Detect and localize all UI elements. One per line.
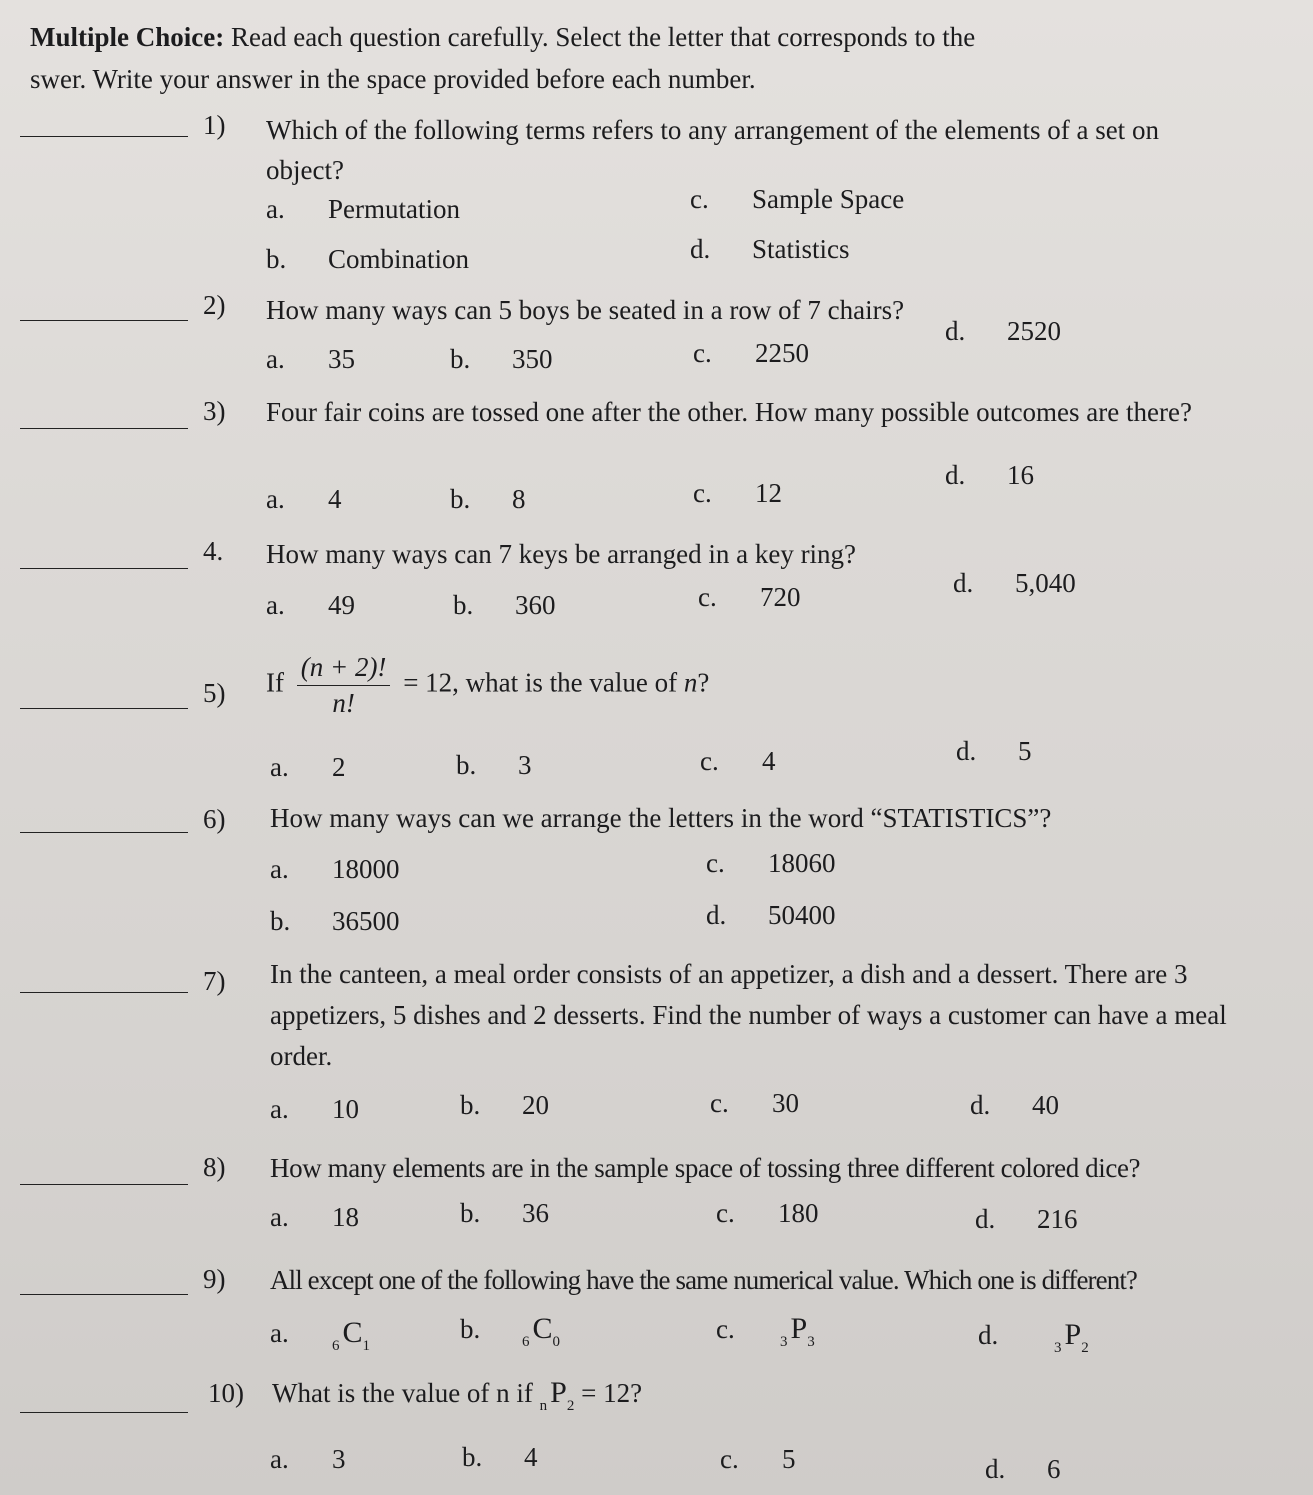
question-text: In the canteen, a meal order consists of an appetizer, a dish and a dessert. There are 3 appetizers, 5 dishes and 2 desserts. Find the number of ways a customer can have a meal order.	[270, 959, 1227, 1071]
equation-rest: = 12, what is the value of	[403, 667, 678, 698]
option-letter: a.	[270, 1444, 289, 1474]
option-b	[266, 244, 469, 275]
answer-blank-4[interactable]	[20, 568, 188, 569]
notation-subscript: 0	[552, 1334, 561, 1350]
option-b	[450, 344, 553, 375]
option-d	[706, 900, 836, 931]
notation-symbol: C	[342, 1316, 363, 1349]
option-letter: d.	[706, 900, 727, 930]
option-c	[693, 478, 782, 509]
option-c	[720, 1444, 796, 1475]
question-number: 6)	[203, 804, 226, 834]
option-value: Sample Space	[752, 184, 905, 214]
option-value: 2250	[755, 338, 809, 368]
option-value: 8	[512, 484, 526, 514]
option-d	[945, 316, 1061, 347]
option-b	[270, 906, 400, 937]
answer-blank-2[interactable]	[20, 320, 188, 321]
option-d	[978, 1318, 1089, 1356]
notation-subscript: 1	[362, 1338, 371, 1354]
option-value: 36500	[332, 906, 400, 936]
option-value: 5,040	[1015, 568, 1076, 598]
question-number: 8)	[203, 1152, 226, 1182]
option-value: 4	[524, 1442, 538, 1472]
option-value: 180	[778, 1198, 819, 1228]
instructions	[30, 16, 1300, 100]
option-c	[710, 1088, 799, 1119]
option-letter: d.	[978, 1320, 999, 1350]
answer-blank-9[interactable]	[20, 1294, 188, 1295]
option-a	[270, 1094, 359, 1125]
option-letter: d.	[945, 460, 966, 490]
notation-prefix: 6	[332, 1338, 340, 1354]
question-number: 9)	[203, 1264, 226, 1294]
option-value: 360	[515, 590, 556, 620]
option-value: 30	[772, 1088, 799, 1118]
answer-blank-5[interactable]	[20, 708, 188, 709]
option-value: 3	[518, 750, 532, 780]
question-text: Four fair coins are tossed one after the other. How many possible outcomes are there?	[266, 397, 1192, 427]
option-value: 720	[760, 582, 801, 612]
option-letter: b.	[270, 906, 291, 936]
question-number: 5)	[203, 678, 226, 708]
option-letter: d.	[956, 736, 977, 766]
option-value: 4	[328, 484, 342, 514]
option-a	[270, 1316, 371, 1354]
question-text: How many ways can 5 boys be seated in a row of 7 chairs?	[266, 295, 905, 325]
option-d	[970, 1090, 1059, 1121]
option-b	[453, 590, 556, 621]
option-letter: b.	[460, 1314, 481, 1344]
option-letter: d.	[975, 1204, 996, 1234]
option-a	[270, 752, 346, 783]
option-b	[460, 1312, 561, 1350]
notation-symbol: P	[550, 1376, 567, 1409]
option-value: 4	[762, 746, 776, 776]
question-text: Which of the following terms refers to any arrangement of the elements of a set on object?	[266, 115, 1159, 185]
notation-symbol: C	[532, 1312, 553, 1345]
option-value: 350	[512, 344, 553, 374]
option-letter: d.	[945, 316, 966, 346]
option-value: 18000	[332, 854, 400, 884]
question-number: 7)	[203, 966, 226, 996]
option-letter: c.	[693, 478, 712, 508]
option-b	[460, 1198, 549, 1229]
instructions-heading: Multiple Choice:	[30, 22, 225, 52]
option-letter: c.	[698, 582, 717, 612]
option-value: 16	[1007, 460, 1034, 490]
option-value: 18	[332, 1202, 359, 1232]
notation-subscript: 2	[1081, 1340, 1089, 1356]
option-a	[266, 484, 342, 515]
question-text-start: What is the value of n if	[272, 1378, 533, 1408]
option-b	[460, 1090, 549, 1121]
option-b	[450, 484, 526, 515]
option-letter: b.	[450, 484, 471, 514]
option-d	[956, 736, 1032, 767]
option-letter: b.	[462, 1442, 483, 1472]
question-mark: ?	[697, 667, 710, 698]
option-d	[945, 460, 1034, 491]
factorial-fraction	[297, 652, 391, 719]
option-letter: a.	[266, 344, 285, 374]
option-a	[270, 1444, 346, 1475]
answer-blank-10[interactable]	[20, 1412, 188, 1413]
option-value: 35	[328, 344, 355, 374]
fraction-numerator: (n + 2)!	[297, 652, 391, 686]
answer-blank-3[interactable]	[20, 428, 188, 429]
option-a	[270, 1202, 359, 1233]
answer-blank-8[interactable]	[20, 1184, 188, 1185]
option-c	[690, 184, 904, 215]
question-text: How many ways can 7 keys be arranged in a key ring?	[266, 539, 857, 569]
option-a	[266, 590, 355, 621]
notation-prefix: 6	[522, 1334, 530, 1350]
option-letter: c.	[690, 184, 709, 214]
option-value: 5	[1018, 736, 1032, 766]
question-text: How many elements are in the sample space of tossing three different colored dice?	[270, 1153, 1141, 1183]
option-letter: a.	[270, 1318, 289, 1348]
option-b	[462, 1442, 538, 1473]
option-b	[456, 750, 532, 781]
option-value: 50400	[768, 900, 836, 930]
option-letter: c.	[716, 1198, 735, 1228]
question-text-end: = 12?	[581, 1378, 643, 1408]
option-c	[693, 338, 809, 369]
option-letter: c.	[710, 1088, 729, 1118]
option-letter: b.	[456, 750, 477, 780]
notation-prefix: n	[539, 1398, 548, 1414]
option-value: Statistics	[752, 234, 850, 264]
option-d	[975, 1204, 1078, 1235]
answer-blank-7[interactable]	[20, 992, 188, 993]
option-value: 5	[782, 1444, 796, 1474]
option-c	[700, 746, 776, 777]
option-d	[690, 234, 850, 265]
option-c	[716, 1312, 815, 1350]
notation-symbol: P	[790, 1312, 808, 1345]
question-text: How many ways can we arrange the letters in the word “STATISTICS”?	[270, 803, 1052, 833]
option-a	[266, 344, 355, 375]
option-letter: c.	[693, 338, 712, 368]
option-letter: a.	[266, 484, 285, 514]
option-letter: d.	[690, 234, 711, 264]
question-text	[266, 652, 1276, 719]
notation-symbol: P	[1064, 1318, 1082, 1351]
question-text: All except one of the following have the same numerical value. Which one is different?	[270, 1265, 1138, 1295]
option-letter: a.	[266, 590, 285, 620]
variable-n: n	[683, 667, 698, 698]
option-c	[698, 582, 801, 613]
option-letter: c.	[716, 1314, 735, 1344]
option-value: 20	[522, 1090, 549, 1120]
option-value: 40	[1032, 1090, 1059, 1120]
option-value: 49	[328, 590, 355, 620]
option-value: 2	[332, 752, 346, 782]
notation-prefix: 3	[1054, 1340, 1062, 1356]
option-value: 18060	[768, 848, 836, 878]
option-d	[985, 1454, 1061, 1485]
answer-blank-1[interactable]	[20, 136, 188, 137]
question-number: 4.	[203, 536, 224, 566]
option-letter: b.	[460, 1198, 481, 1228]
option-letter: c.	[706, 848, 725, 878]
question-number: 3)	[203, 396, 226, 426]
option-letter: b.	[450, 344, 471, 374]
option-a	[266, 194, 460, 225]
option-value: 10	[332, 1094, 359, 1124]
option-letter: d.	[953, 568, 974, 598]
option-value: 216	[1037, 1204, 1078, 1234]
question-number: 1)	[203, 110, 226, 140]
option-letter: a.	[270, 1094, 289, 1124]
option-letter: a.	[270, 752, 289, 782]
question-text	[272, 1376, 1282, 1414]
option-letter: c.	[720, 1444, 739, 1474]
notation-prefix: 3	[780, 1334, 788, 1350]
question-number: 2)	[203, 290, 226, 320]
option-letter: b.	[453, 590, 474, 620]
option-letter: a.	[266, 194, 285, 224]
option-letter: d.	[970, 1090, 991, 1120]
notation-subscript: 3	[807, 1334, 815, 1350]
option-c	[706, 848, 836, 879]
option-d	[953, 568, 1076, 599]
option-value: Permutation	[328, 194, 460, 224]
option-letter: a.	[270, 854, 289, 884]
notation-subscript: 2	[566, 1398, 575, 1414]
instructions-line1: Read each question carefully. Select the letter that corresponds to the	[224, 22, 976, 52]
instructions-line2: swer. Write your answer in the space provided before each number.	[30, 64, 756, 94]
option-value: 3	[332, 1444, 346, 1474]
option-c	[716, 1198, 819, 1229]
option-letter: a.	[270, 1202, 289, 1232]
question-number: 10)	[208, 1378, 244, 1408]
option-letter: c.	[700, 746, 719, 776]
fraction-denominator: n!	[332, 688, 355, 718]
option-value: Combination	[328, 244, 469, 274]
option-letter: b.	[266, 244, 287, 274]
option-letter: b.	[460, 1090, 481, 1120]
option-value: 12	[755, 478, 782, 508]
answer-blank-6[interactable]	[20, 832, 188, 833]
if-word: If	[266, 667, 284, 698]
option-a	[270, 854, 400, 885]
option-value: 36	[522, 1198, 549, 1228]
option-letter: d.	[985, 1454, 1006, 1484]
option-value: 2520	[1007, 316, 1061, 346]
option-value: 6	[1047, 1454, 1061, 1484]
